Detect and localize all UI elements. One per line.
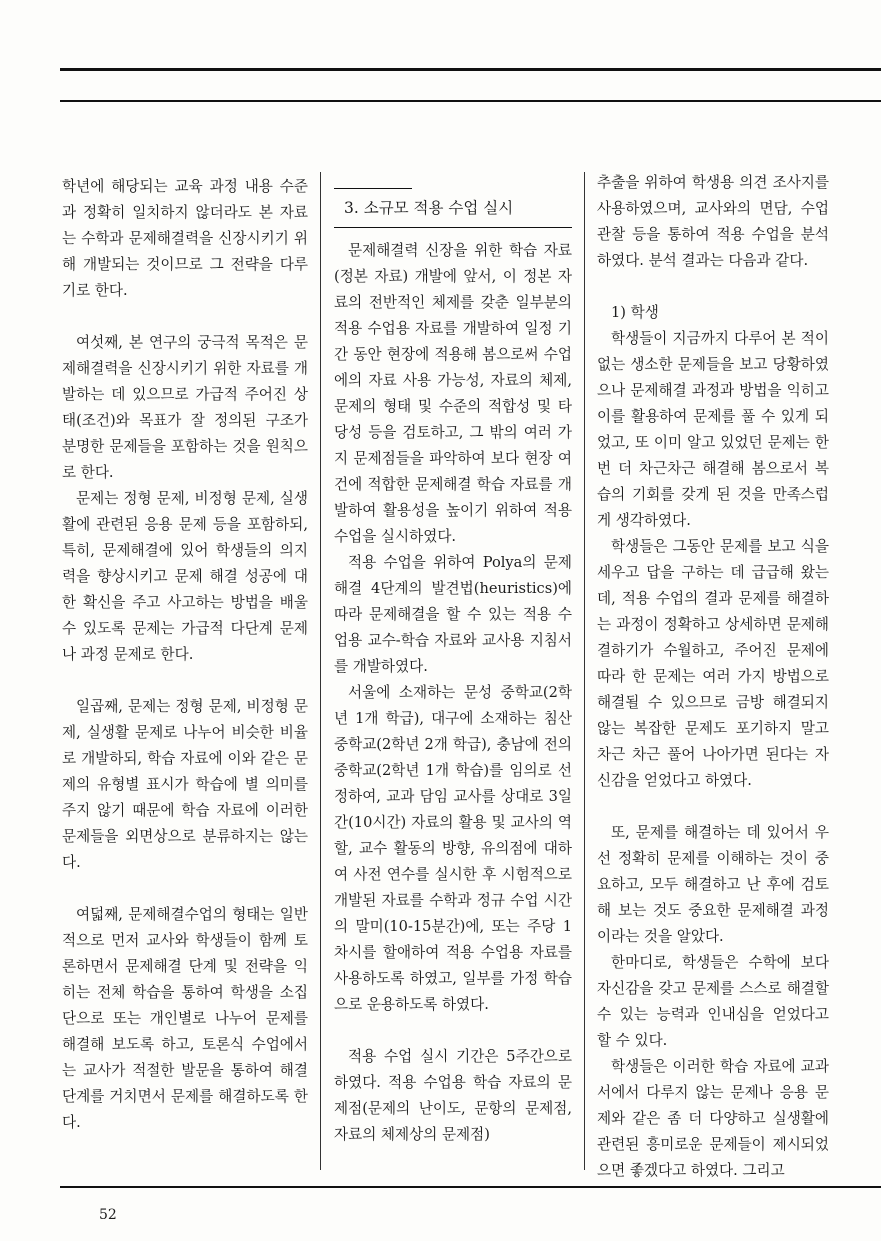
column-middle bbox=[334, 170, 572, 1148]
paragraph: 학년에 해당되는 교육 과정 내용 수준과 정확히 일치하지 않더라도 본 자료는 수학과 문제해결력을 신장시키기 위해 개발되는 것이므로 그 전략을 다루기로 한다. bbox=[62, 178, 308, 299]
page-number: 52 bbox=[99, 1207, 117, 1223]
bottom-rule bbox=[60, 1186, 881, 1188]
column-divider bbox=[320, 172, 321, 1170]
paragraph: 적용 수업 실시 기간은 5주간으로 하였다. 적용 수업용 학습 자료의 문제점(문제의 난이도, 문항의 문제점, 자료의 체제상의 문제점) bbox=[334, 1048, 572, 1143]
subheading: 1) 학생 bbox=[611, 304, 659, 321]
heading-bottom-rule bbox=[334, 227, 572, 228]
paragraph: 한마디로, 학생들은 수학에 보다 자신감을 갖고 문제를 스스로 해결할 수 있는 능력과 인내심을 얻었다고 할 수 있다. bbox=[597, 954, 829, 1049]
paragraph: 문제해결력 신장을 위한 학습 자료(정본 자료) 개발에 앞서, 이 정본 자료의 전반적인 체제를 갖춘 일부분의 적용 수업용 자료를 개발하여 일정 기간 동안 현장에 적용해 봄으로써 수업에의 자료 사용 가능성, 자료의 체제, 문제의 형태 및 수준의 적합성 및 타당성 등을 검토하고, 그 밖의 여러 가지 문제점들을 파악하여 보다 현장 여건에 적합한 문제해결 학습 자료를 개발하여 활용성을 높이기 위하여 적용 수업을 실시하였다. bbox=[334, 242, 572, 545]
paragraph: 학생들이 지금까지 다루어 본 적이 없는 생소한 문제들을 보고 당황하였으나 문제해결 과정과 방법을 익히고 이를 활용하여 문제를 풀 수 있게 되었고, 또 이미 알고 있었던 문제는 한번 더 차근차근 해결해 봄으로서 복습의 기회를 갖게 된 것을 만족스럽게 생각하였다. bbox=[597, 330, 829, 529]
paragraph: 적용 수업을 위하여 Polya의 문제해결 4단계의 발견법(heuristics)에 따라 문제해결을 할 수 있는 적용 수업용 교수-학습 자료와 교사용 지침서를 개발하였다. bbox=[334, 554, 572, 675]
paragraph: 여섯째, 본 연구의 궁극적 목적은 문제해결력을 신장시키기 위한 자료를 개발하는 데 있으므로 가급적 주어진 상태(조건)와 목표가 잘 정의된 구조가 분명한 문제들을 포함하는 것을 원칙으로 한다. bbox=[62, 334, 308, 481]
paragraph: 추출을 위하여 학생용 의견 조사지를 사용하였으며, 교사와의 면담, 수업 관찰 등을 통하여 적용 수업을 분석하였다. 분석 결과는 다음과 같다. bbox=[597, 174, 829, 269]
paragraph: 서울에 소재하는 문성 중학교(2학년 1개 학급), 대구에 소재하는 침산 중학교(2학년 2개 학급), 충남에 전의 중학교(2학년 1개 학습)를 임의로 선정하여, 교과 담임 교사를 상대로 3일간(10시간) 자료의 활용 및 교사의 역할, 교수 활동의 방향, 유의점에 대하여 사전 연수를 실시한 후 시험적으로 개발된 자료를 수학과 정규 수업 시간의 말미(10-15분간)에, 또는 주당 1차시를 할애하여 적용 수업용 자료를 사용하도록 하였고, 일부를 가정 학습으로 운용하도록 하였다. bbox=[334, 684, 572, 1013]
paragraph: 학생들은 이러한 학습 자료에 교과서에서 다루지 않는 문제나 응용 문제와 같은 좀 더 다양하고 실생활에 관련된 흥미로운 문제들이 제시되었으면 좋겠다고 하였다. 그리고 bbox=[597, 1058, 829, 1179]
column-right bbox=[597, 170, 829, 1184]
paragraph: 여덟째, 문제해결수업의 형태는 일반적으로 먼저 교사와 학생들이 함께 토론하면서 문제해결 단계 및 전략을 익히는 전체 학습을 통하여 학생을 소집단으로 또는 개인별로 나누어 문제를 해결해 보도록 하고, 토론식 수업에서는 교사가 적절한 발문을 통하여 해결 단계를 거치면서 문제를 해결하도록 한다. bbox=[62, 906, 308, 1131]
heading-top-rule bbox=[334, 188, 412, 189]
paragraph: 학생들은 그동안 문제를 보고 식을 세우고 답을 구하는 데 급급해 왔는데, 적용 수업의 결과 문제를 해결하는 과정이 정확하고 상세하면 문제해결하기가 수월하고, 주어진 문제에 따라 한 문제는 여러 가지 방법으로 해결될 수 있으므로 금방 해결되지 않는 복잡한 문제도 포기하지 말고 차근 차근 풀어 나아가면 된다는 자신감을 얻었다고 하였다. bbox=[597, 538, 829, 789]
top-rule-2 bbox=[60, 100, 881, 102]
column-left bbox=[62, 174, 308, 1136]
paragraph: 문제는 정형 문제, 비정형 문제, 실생활에 관련된 응용 문제 등을 포함하되, 특히, 문제해결에 있어 학생들의 의지력을 향상시키고 문제 해결 성공에 대한 확신을 주고 사고하는 방법을 배울 수 있도록 문제는 가급적 다단계 문제나 과정 문제로 한다. bbox=[62, 490, 308, 663]
section-heading: 3. 소규모 적용 수업 실시 bbox=[344, 199, 514, 217]
paragraph: 또, 문제를 해결하는 데 있어서 우선 정확히 문제를 이해하는 것이 중요하고, 모두 해결하고 난 후에 검토해 보는 것도 중요한 문제해결 과정이라는 것을 알았다. bbox=[597, 824, 829, 945]
top-rule-1 bbox=[60, 68, 881, 71]
column-divider bbox=[584, 172, 585, 1170]
paragraph: 일곱째, 문제는 정형 문제, 비정형 문제, 실생활 문제로 나누어 비슷한 비율로 개발하되, 학습 자료에 이와 같은 문제의 유형별 표시가 학습에 별 의미를 주지 않기 때문에 학습 자료에 이러한 문제들을 외면상으로 분류하지는 않는다. bbox=[62, 698, 308, 871]
